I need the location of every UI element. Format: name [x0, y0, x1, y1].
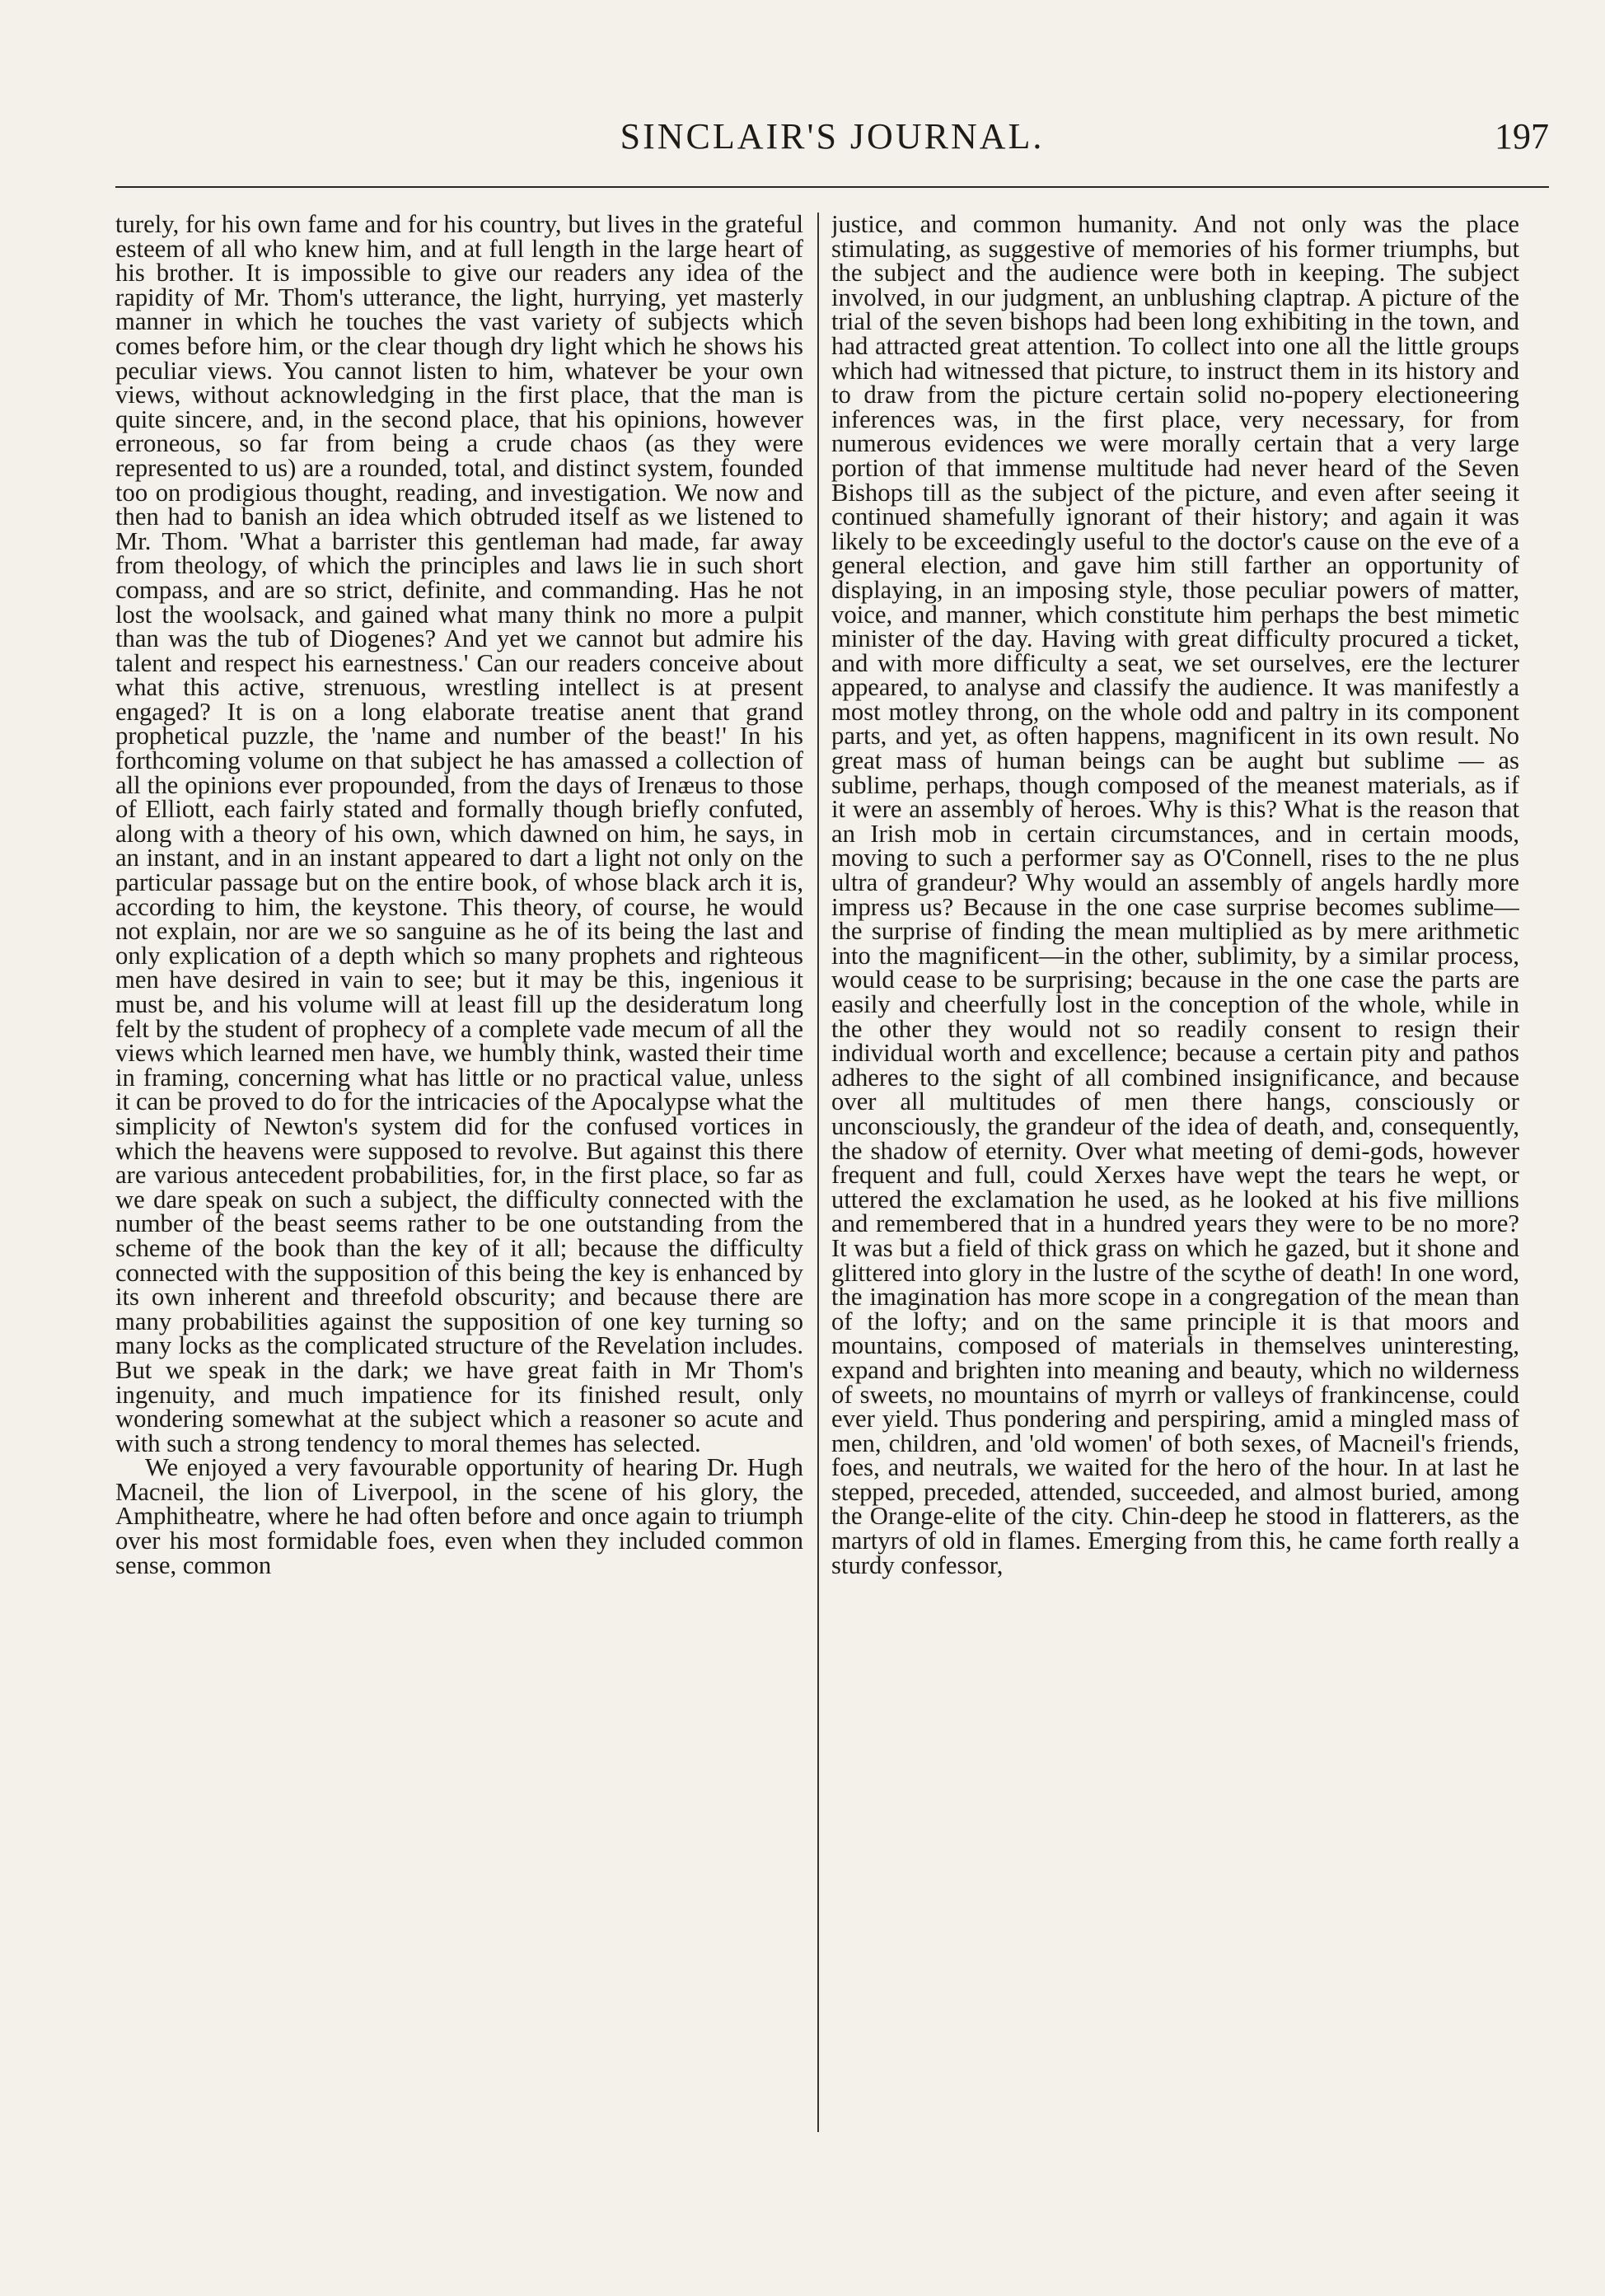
- right-column: [831, 213, 1519, 2157]
- column-divider: [817, 213, 819, 2132]
- running-head: [115, 115, 1549, 161]
- right-paragraph-1: justice, and common humanity. And not only was the place stimulating, as suggestive of memories of his former triumphs, but the subject and the audience were both in keeping. The subject involved, in our judgment, an unblushing claptrap. A picture of the trial of the seven bishops had been long exhibiting in the town, and had attracted great attention. To collect into one all the little groups which had witnessed that picture, to instruct them in its history and to draw from the picture certain solid no-popery electioneering inferences was, in the first place, very necessary, for from numerous evidences we were morally certain that a very large portion of that immense multitude had never heard of the Seven Bishops till as the subject of the picture, and even after seeing it continued shamefully ignorant of their history; and again it was likely to be exceedingly useful to the doctor's cause on the eve of a general election, and gave him still farther an opportunity of displaying, in an imposing style, those peculiar powers of matter, voice, and manner, which constitute him perhaps the best mimetic minister of the day. Having with great difficulty procured a ticket, and with more difficulty a seat, we set ourselves, ere the lecturer appeared, to analyse and classify the audience. It was manifestly a most motley throng, on the whole odd and paltry in its component parts, and yet, as often happens, magnificent in its own result. No great mass of human beings can be aught but sublime — as sublime, perhaps, though composed of the meanest materials, as if it were an assembly of heroes. Why is this? What is the reason that an Irish mob in certain circumstances, and in certain moods, moving to such a performer say as O'Connell, rises to the ne plus ultra of grandeur? Why would an assembly of angels hardly more impress us? Because in the one case surprise becomes sublime—the surprise of finding the mean multiplied as by mere arithmetic into the magnificent—in the other, sublimity, by a similar process, would cease to be surprising; because in the one case the parts are easily and cheerfully lost in the conception of the whole, while in the other they would not so readily consent to resign their individual worth and excellence; because a certain pity and pathos adheres to the sight of all combined insignificance, and because over all multitudes of men there hangs, consciously or unconsciously, the grandeur of the idea of death, and, consequently, the shadow of eternity. Over what meeting of demi-gods, however frequent and full, could Xerxes have wept the tears he wept, or uttered the exclamation he used, as he looked at his five millions and remembered that in a hundred years they were to be no more? It was but a field of thick grass on which he gazed, but it shone and glittered into glory in the lustre of the scythe of death! In one word, the imagination has more scope in a congregation of the mean than of the lofty; and on the same principle it is that moors and mountains, composed of materials in themselves uninteresting, expand and brighten into meaning and beauty, which no wilderness of sweets, no mountains of myrrh or valleys of frankincense, could ever yield. Thus pondering and perspiring, amid a mingled mass of men, children, and 'old women' of both sexes, of Macneil's friends, foes, and neutrals, we waited for the hero of the hour. In at last he stepped, preceded, attended, succeeded, and almost buried, among the Orange-elite of the city. Chin-deep he stood in flatterers, as the martyrs of old in flames. Emerging from this, he came forth really a sturdy confessor,: [831, 213, 1519, 1579]
- left-column: [115, 213, 803, 2157]
- left-paragraph-1: turely, for his own fame and for his country, but lives in the grateful esteem of all who knew him, and at full length in the large heart of his brother. It is impossible to give our readers any idea of the rapidity of Mr. Thom's utterance, the light, hurrying, yet masterly manner in which he touches the vast variety of subjects which comes before him, or the clear though dry light which he shows his peculiar views. You cannot listen to him, whatever be your own views, without acknowledging in the first place, that the man is quite sincere, and, in the second place, that his opinions, however erroneous, so far from being a crude chaos (as they were represented to us) are a rounded, total, and distinct system, founded too on prodigious thought, reading, and investigation. We now and then had to banish an idea which obtruded itself as we listened to Mr. Thom. 'What a barrister this gentleman had made, far away from theology, of which the principles and laws lie in such short compass, and are so strict, definite, and commanding. Has he not lost the woolsack, and gained what many think no more a pulpit than was the tub of Diogenes? And yet we cannot but admire his talent and respect his earnestness.' Can our readers conceive about what this active, strenuous, wrestling intellect is at present engaged? It is on a long elaborate treatise anent that grand prophetical puzzle, the 'name and number of the beast!' In his forthcoming volume on that subject he has amassed a collection of all the opinions ever propounded, from the days of Irenæus to those of Elliott, each fairly stated and formally though briefly confuted, along with a theory of his own, which dawned on him, he says, in an instant, and in an instant appeared to dart a light not only on the particular passage but on the entire book, of whose black arch it is, according to him, the keystone. This theory, of course, he would not explain, nor are we so sanguine as he of its being the last and only explication of a depth which so many prophets and righteous men have desired in vain to see; but it may be this, ingenious it must be, and his volume will at least fill up the desideratum long felt by the student of prophecy of a complete vade mecum of all the views which learned men have, we humbly think, wasted their time in framing, concerning what has little or no practical value, unless it can be proved to do for the intricacies of the Apocalypse what the simplicity of Newton's system did for the confused vortices in which the heavens were supposed to revolve. But against this there are various antecedent probabilities, for, in the first place, so far as we dare speak on such a subject, the difficulty connected with the number of the beast seems rather to be one outstanding from the scheme of the book than the key of it all; because the difficulty connected with the supposition of this being the key is enhanced by its own inherent and threefold obscurity; and because there are many probabilities against the supposition of one key turning so many locks as the complicated structure of the Revelation includes. But we speak in the dark; we have great faith in Mr Thom's ingenuity, and much impatience for its finished result, only wondering somewhat at the subject which a reasoner so acute and with such a strong tendency to moral themes has selected.: [115, 213, 803, 1457]
- left-paragraph-2: We enjoyed a very favourable opportunity of hearing Dr. Hugh Macneil, the lion of Liverpool, in the scene of his glory, the Amphitheatre, where he had often before and once again to triumph over his most formidable foes, even when they included common sense, common: [115, 1453, 803, 1579]
- running-title: SINCLAIR'S JOURNAL.: [620, 116, 1045, 157]
- header-rule: [115, 186, 1549, 188]
- page-number: 197: [1495, 116, 1549, 157]
